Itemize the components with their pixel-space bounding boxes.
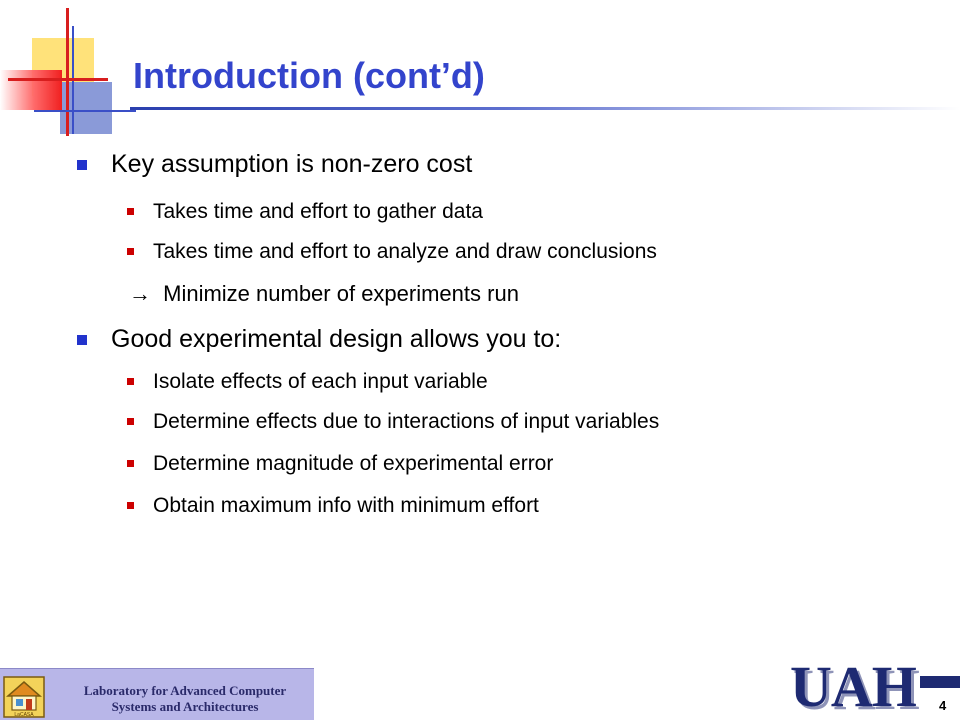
sub-bullet-text: Determine magnitude of experimental error <box>153 452 554 475</box>
sub-bullet-text: Takes time and effort to gather data <box>153 200 483 223</box>
sub-bullet-text: Determine effects due to interactions of input variables <box>153 410 660 433</box>
arrow-item <box>129 281 519 307</box>
square-bullet-icon <box>77 335 87 345</box>
uah-logo-rule <box>920 676 960 688</box>
sub-bullet-text: Isolate effects of each input variable <box>153 370 488 393</box>
uah-logo: UAH <box>790 654 916 719</box>
lab-name-line1: Laboratory for Advanced Computer <box>83 683 287 698</box>
arrow-text: Minimize number of experiments run <box>163 281 519 306</box>
square-bullet-icon <box>127 248 134 255</box>
square-bullet-icon <box>127 418 134 425</box>
page-number: 4 <box>939 698 947 713</box>
square-bullet-icon <box>127 208 134 215</box>
bullet-text: Good experimental design allows you to: <box>111 325 562 353</box>
lab-logo-caption: LaCASA <box>14 712 34 718</box>
square-bullet-icon <box>127 378 134 385</box>
page-title: Introduction (cont’d) <box>133 55 485 96</box>
square-bullet-icon <box>77 160 87 170</box>
lab-name-line2: Systems and Architectures <box>111 699 259 714</box>
square-bullet-icon <box>127 460 134 467</box>
bullet-text: Key assumption is non-zero cost <box>111 150 473 178</box>
square-bullet-icon <box>127 502 134 509</box>
sub-bullet-text: Takes time and effort to analyze and draw conclusions <box>153 240 657 263</box>
lab-banner <box>0 668 314 720</box>
right-arrow-icon: → <box>129 281 151 306</box>
lab-logo-icon <box>3 676 45 718</box>
sub-bullet-text: Obtain maximum info with minimum effort <box>153 494 539 517</box>
